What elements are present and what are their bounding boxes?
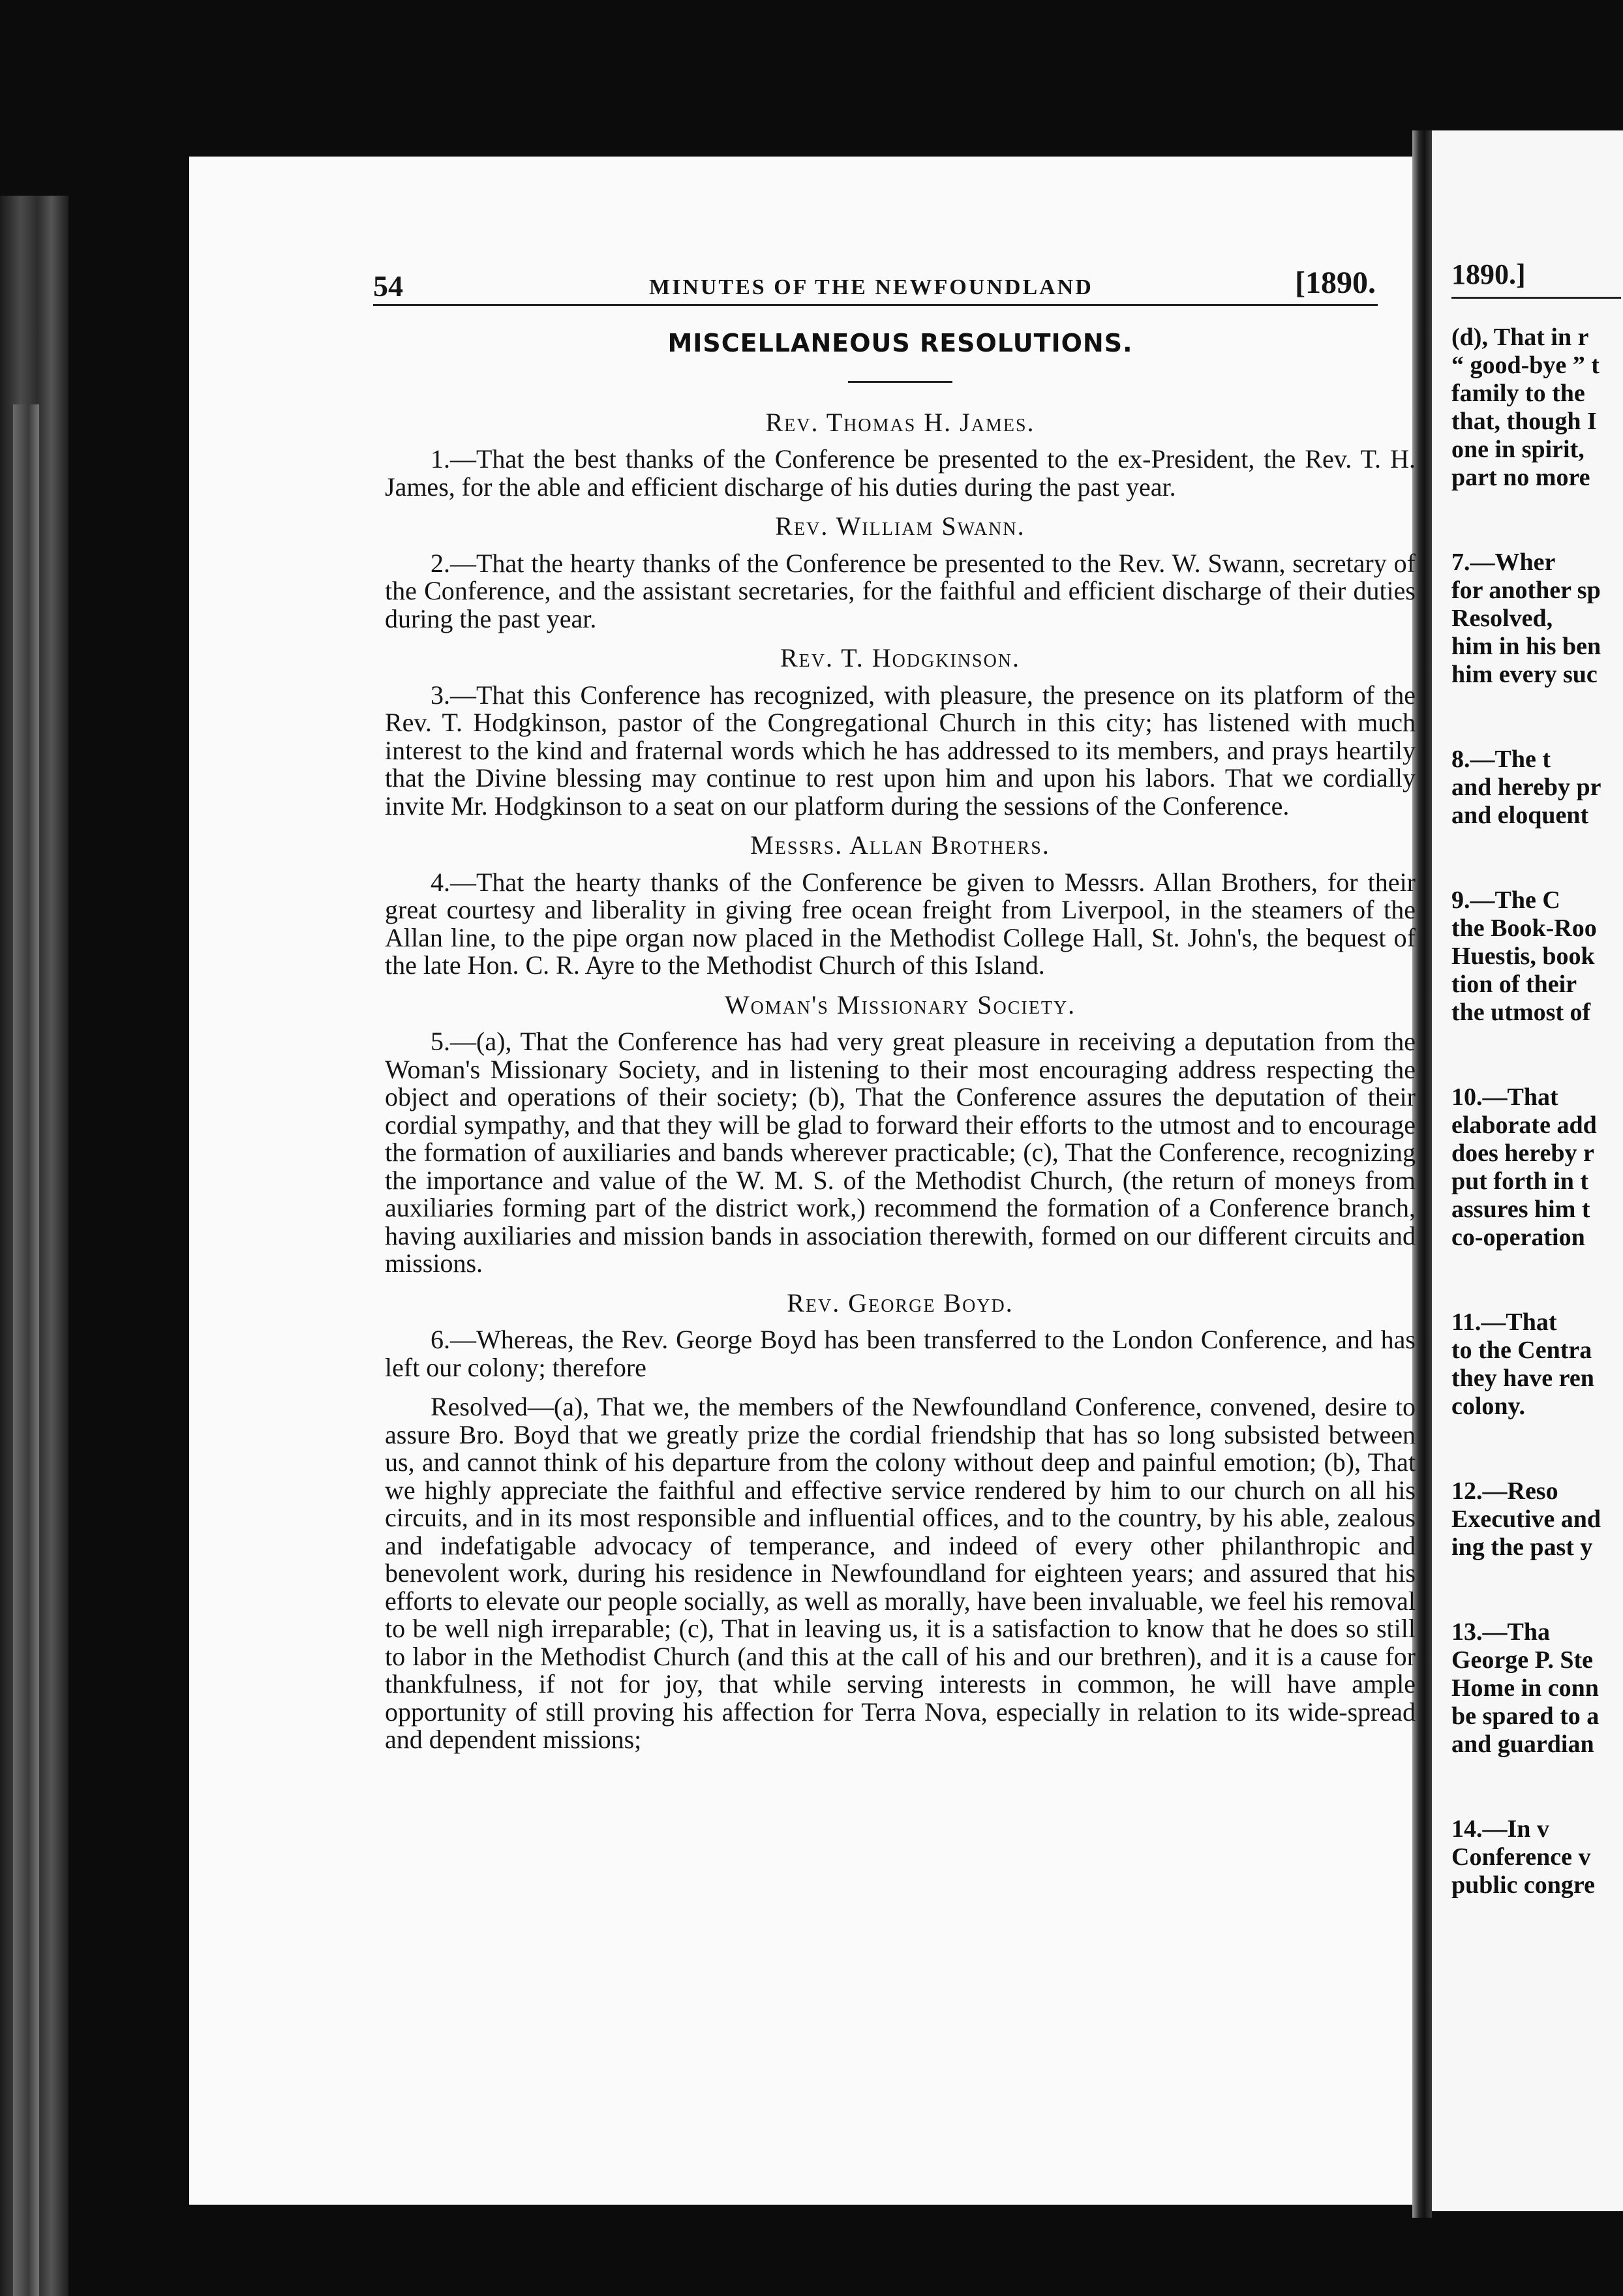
running-head <box>0 265 1623 308</box>
right-page-line: assures him t <box>1451 1196 1590 1223</box>
right-page-line: be spared to a <box>1451 1702 1600 1730</box>
right-page-line: 9.—The C <box>1451 886 1560 914</box>
right-page-line: 7.—Wher <box>1451 549 1556 576</box>
right-page-line: Huestis, book <box>1451 943 1595 970</box>
right-page-line: put forth in t <box>1451 1168 1589 1195</box>
resolution-text: 6.—Whereas, the Rev. George Boyd has been transferred to the London Conference, and has left our colony; therefore <box>385 1325 1416 1382</box>
resolution-2 <box>385 513 1416 633</box>
resolution-heading: Rev. T. Hodgkinson. <box>780 643 1021 672</box>
right-page-line: part no more <box>1451 464 1590 491</box>
resolution-1 <box>385 409 1416 502</box>
right-page-line: Resolved, <box>1451 605 1553 632</box>
right-page-line: co-operation <box>1451 1224 1585 1251</box>
right-page <box>1432 130 1623 2211</box>
right-page-line: 11.—That <box>1451 1308 1557 1336</box>
resolution-5 <box>385 991 1416 1278</box>
right-page-line: and guardian <box>1451 1730 1594 1758</box>
resolution-text: 3.—That this Conference has recognized, with pleasure, the presence on its platform of the Rev. T. Hodgkinson, pastor of the Congregational Church in this city; has listened with much interest to the kind and fraternal words which he has addressed to its members, and prays heartily that the Divine blessing may continue to rest upon him and upon his labors. That we cordially invite Mr. Hodgkinson to a seat on our platform during the sessions of the Conference. <box>385 680 1416 821</box>
right-page-line: elaborate add <box>1451 1111 1597 1139</box>
right-page-line: the Book-Roo <box>1451 914 1597 942</box>
resolution-heading: Woman's Missionary Society. <box>724 989 1076 1020</box>
resolution-heading: Rev. William Swann. <box>775 511 1025 541</box>
resolution-3 <box>385 644 1416 820</box>
right-page-line: public congre <box>1451 1871 1595 1899</box>
right-page-line: for another sp <box>1451 577 1601 604</box>
right-page-line: (d), That in r <box>1451 324 1589 351</box>
right-page-line: 8.—The t <box>1451 746 1551 773</box>
resolution-text: 1.—That the best thanks of the Conference be presented to the ex-President, the Rev. T. H. James, for the able and efficient discharge of his duties during the past year. <box>385 444 1416 502</box>
book-binding <box>0 196 68 2296</box>
right-page-line: colony. <box>1451 1393 1525 1420</box>
resolution-text-continued: Resolved—(a), That we, the members of the Newfoundland Conference, convened, desire to assure Bro. Boyd that we greatly prize the cordial friendship that has so long subsisted between us, and cannot think of his departure from the colony without deep and painful emotion; (b), That we highly appreciate the faithful and effective service rendered by him to our church on all his circuits, and in its most responsible and influential offices, and to the country, by his able, zealous and indefatigable advocacy of temperance, and indeed of every other philanthropic and benevolent work, during his residence in Newfoundland for eighteen years; and assured that his efforts to elevate our people socially, as well as morally, have been invaluable, we feel his removal to be well nigh irreparable; (c), That in leaving us, it is a satisfaction to know that he does so still to labor in the Methodist Church (and this at the call of his and our brethren), and it is a cause for thankfulness, if not for joy, that while serving interests in common, he will have ample opportunity of still proving his affection for Terra Nova, especially in relation to its wide-spread and dependent missions; <box>385 1392 1416 1754</box>
right-page-line: does hereby r <box>1451 1140 1594 1167</box>
right-page-line: one in spirit, <box>1451 436 1585 463</box>
right-page-line: 14.—In v <box>1451 1815 1549 1843</box>
right-page-year: 1890.] <box>1451 258 1526 290</box>
running-head-year: [1890. <box>1295 265 1376 300</box>
right-page-line: 12.—Reso <box>1451 1477 1558 1505</box>
right-page-line: George P. Ste <box>1451 1646 1594 1674</box>
resolution-heading: Messrs. Allan Brothers. <box>750 830 1050 860</box>
running-head-rule <box>373 304 1378 306</box>
right-page-line: and hereby pr <box>1451 774 1601 801</box>
right-page-line: Home in conn <box>1451 1674 1599 1702</box>
right-page-line: Executive and <box>1451 1505 1601 1533</box>
right-page-line: Conference v <box>1451 1843 1591 1871</box>
section-title: MISCELLANEOUS RESOLUTIONS. <box>667 329 1133 357</box>
right-page-line: that, though I <box>1451 408 1597 435</box>
page-number: 54 <box>373 269 403 303</box>
resolution-6 <box>385 1290 1416 1754</box>
right-page-line: they have ren <box>1451 1365 1594 1392</box>
page-content <box>385 329 1416 1766</box>
right-page-line: him in his ben <box>1451 633 1601 660</box>
right-page-line: to the Centra <box>1451 1337 1592 1364</box>
resolution-4 <box>385 832 1416 980</box>
resolution-heading: Rev. Thomas H. James. <box>765 407 1035 437</box>
right-page-line: “ good-bye ” t <box>1451 352 1600 379</box>
resolution-text: 4.—That the hearty thanks of the Conference be given to Messrs. Allan Brothers, for their great courtesy and liberality in giving free ocean freight from Liverpool, in the steamers of the Allan line, to the pipe organ now placed in the Methodist College Hall, St. John's, the bequest of the late Hon. C. R. Ayre to the Methodist Church of this Island. <box>385 867 1416 980</box>
section-title-rule <box>848 381 952 383</box>
right-page-line: ing the past y <box>1451 1533 1593 1561</box>
right-page-line: and eloquent <box>1451 802 1589 829</box>
right-page-line: him every suc <box>1451 661 1598 688</box>
right-page-line: family to the <box>1451 380 1585 407</box>
right-page-line: 13.—Tha <box>1451 1618 1550 1646</box>
right-page-line: the utmost of <box>1451 999 1591 1026</box>
right-page-line: tion of their <box>1451 971 1577 998</box>
resolution-text: 5.—(a), That the Conference has had very great pleasure in receiving a deputation from the Woman's Missionary Society, and in listening to their most encouraging address respecting the object and operations of their society; (b), That the Conference assures the deputation of their cordial sympathy, and that they will be glad to forward their efforts to the utmost and to encourage the formation of auxiliaries and bands wherever practicable; (c), That the Conference, recognizing the importance and value of the W. M. S. of the Methodist Church, (the return of moneys from auxiliaries forming part of the district work,) recommend the formation of a Conference branch, having auxiliaries and mission bands in association therewith, formed on our different circuits and missions. <box>385 1027 1416 1278</box>
running-head-title: MINUTES OF THE NEWFOUNDLAND <box>649 275 1093 299</box>
right-page-line: 10.—That <box>1451 1083 1558 1111</box>
resolution-heading: Rev. George Boyd. <box>787 1288 1014 1318</box>
resolution-text: 2.—That the hearty thanks of the Conference be presented to the Rev. W. Swann, secretary of the Conference, and the assistant secretaries, for the faithful and efficient discharge of their duties during the past year. <box>385 548 1416 633</box>
binding-spine <box>13 404 39 2296</box>
